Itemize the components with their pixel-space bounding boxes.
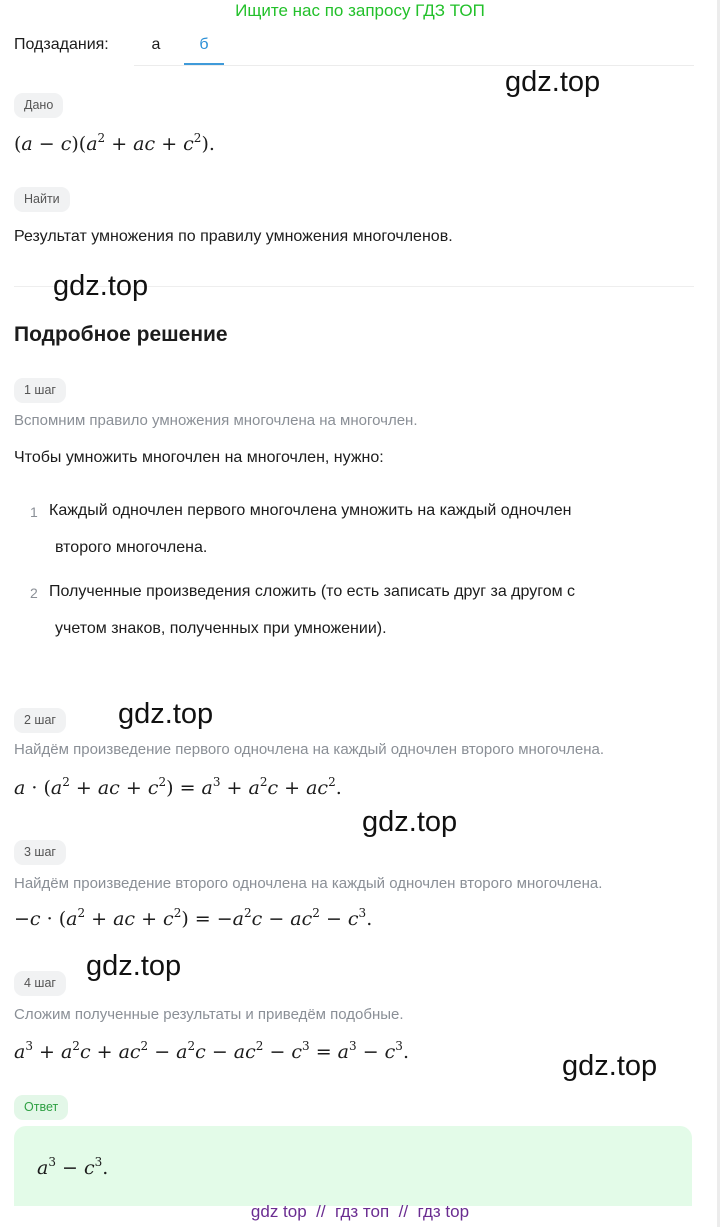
step-1-label: 1 шаг: [14, 378, 66, 403]
answer-box: [14, 1126, 692, 1206]
step-3-hint: Найдём произведение второго одночлена на каждый одночлен второго многочлена.: [14, 875, 603, 892]
find-section: [14, 187, 70, 212]
watermark: gdz.top: [362, 806, 458, 838]
given-expression: $(a - c)(a^2$ + ac + $c^2$).: [14, 131, 215, 155]
watermark: gdz.top: [53, 270, 149, 302]
step-3-expression: $-c \cdot (a^2$ + ac + $c^2) = -a^2c - ac^2 - c^3$.: [14, 906, 373, 930]
footer-link[interactable]: гдз top: [417, 1202, 470, 1221]
tab-a[interactable]: а: [151, 36, 161, 53]
watermark: gdz.top: [118, 698, 214, 730]
given-section: [14, 93, 63, 118]
step-3-label: 3 шаг: [14, 840, 66, 865]
watermark: gdz.top: [562, 1050, 658, 1082]
active-tab-indicator: [184, 63, 224, 65]
solution-title: Подробное решение: [14, 323, 228, 346]
list-item-line: второго многочлена.: [55, 539, 208, 556]
tabs-divider: [134, 65, 694, 66]
watermark: gdz.top: [505, 66, 601, 98]
answer-expression: $a^3 - c^3$.: [37, 1155, 109, 1179]
watermark: gdz.top: [86, 950, 182, 982]
tab-b[interactable]: б: [199, 36, 209, 53]
find-label: Найти: [14, 187, 70, 212]
search-banner[interactable]: Ищите нас по запросу ГДЗ ТОП: [235, 1, 485, 20]
list-item-number: 2: [30, 585, 38, 601]
step-2-expression: $a \cdot (a^2$ + ac + $c^2) = a^3 + a^2c + ac^2$.: [14, 775, 342, 799]
footer-link[interactable]: гдз топ: [335, 1202, 390, 1221]
step-2-hint: Найдём произведение первого одночлена на каждый одночлен второго многочлена.: [14, 741, 605, 758]
step-2-label: 2 шаг: [14, 708, 66, 733]
step-4-label: 4 шаг: [14, 971, 66, 996]
footer-link[interactable]: gdz top: [250, 1202, 307, 1221]
step-1-hint: Вспомним правило умножения многочлена на многочлен.: [14, 412, 418, 429]
list-item-line: Каждый одночлен первого многочлена умножить на каждый одночлен: [49, 502, 572, 519]
step-1-text: Чтобы умножить многочлен на многочлен, нужно:: [14, 449, 384, 466]
given-label: Дано: [14, 93, 63, 118]
list-item-number: 1: [30, 504, 38, 520]
list-item-line: учетом знаков, полученных при умножении).: [55, 620, 387, 637]
step-2: [14, 708, 66, 733]
footer-separator: //: [316, 1202, 326, 1221]
step-4: [14, 971, 66, 996]
step-1: [14, 378, 66, 403]
subtasks-label: Подзадания:: [14, 36, 109, 53]
answer-section: [14, 1095, 68, 1120]
list-item-line: Полученные произведения сложить (то есть записать друг за другом с: [49, 583, 576, 600]
footer-links: [0, 1202, 720, 1222]
footer-separator: //: [398, 1202, 409, 1221]
step-3: [14, 840, 66, 865]
step-4-hint: Сложим полученные результаты и приведём подобные.: [14, 1006, 404, 1023]
step-4-expression: $a^3 + a^2c + ac^2 - a^2c - ac^2 - c^3 = a^3 - c^3$.: [14, 1039, 409, 1063]
find-text: Результат умножения по правилу умножения многочленов.: [14, 228, 453, 245]
answer-label: Ответ: [14, 1095, 68, 1120]
